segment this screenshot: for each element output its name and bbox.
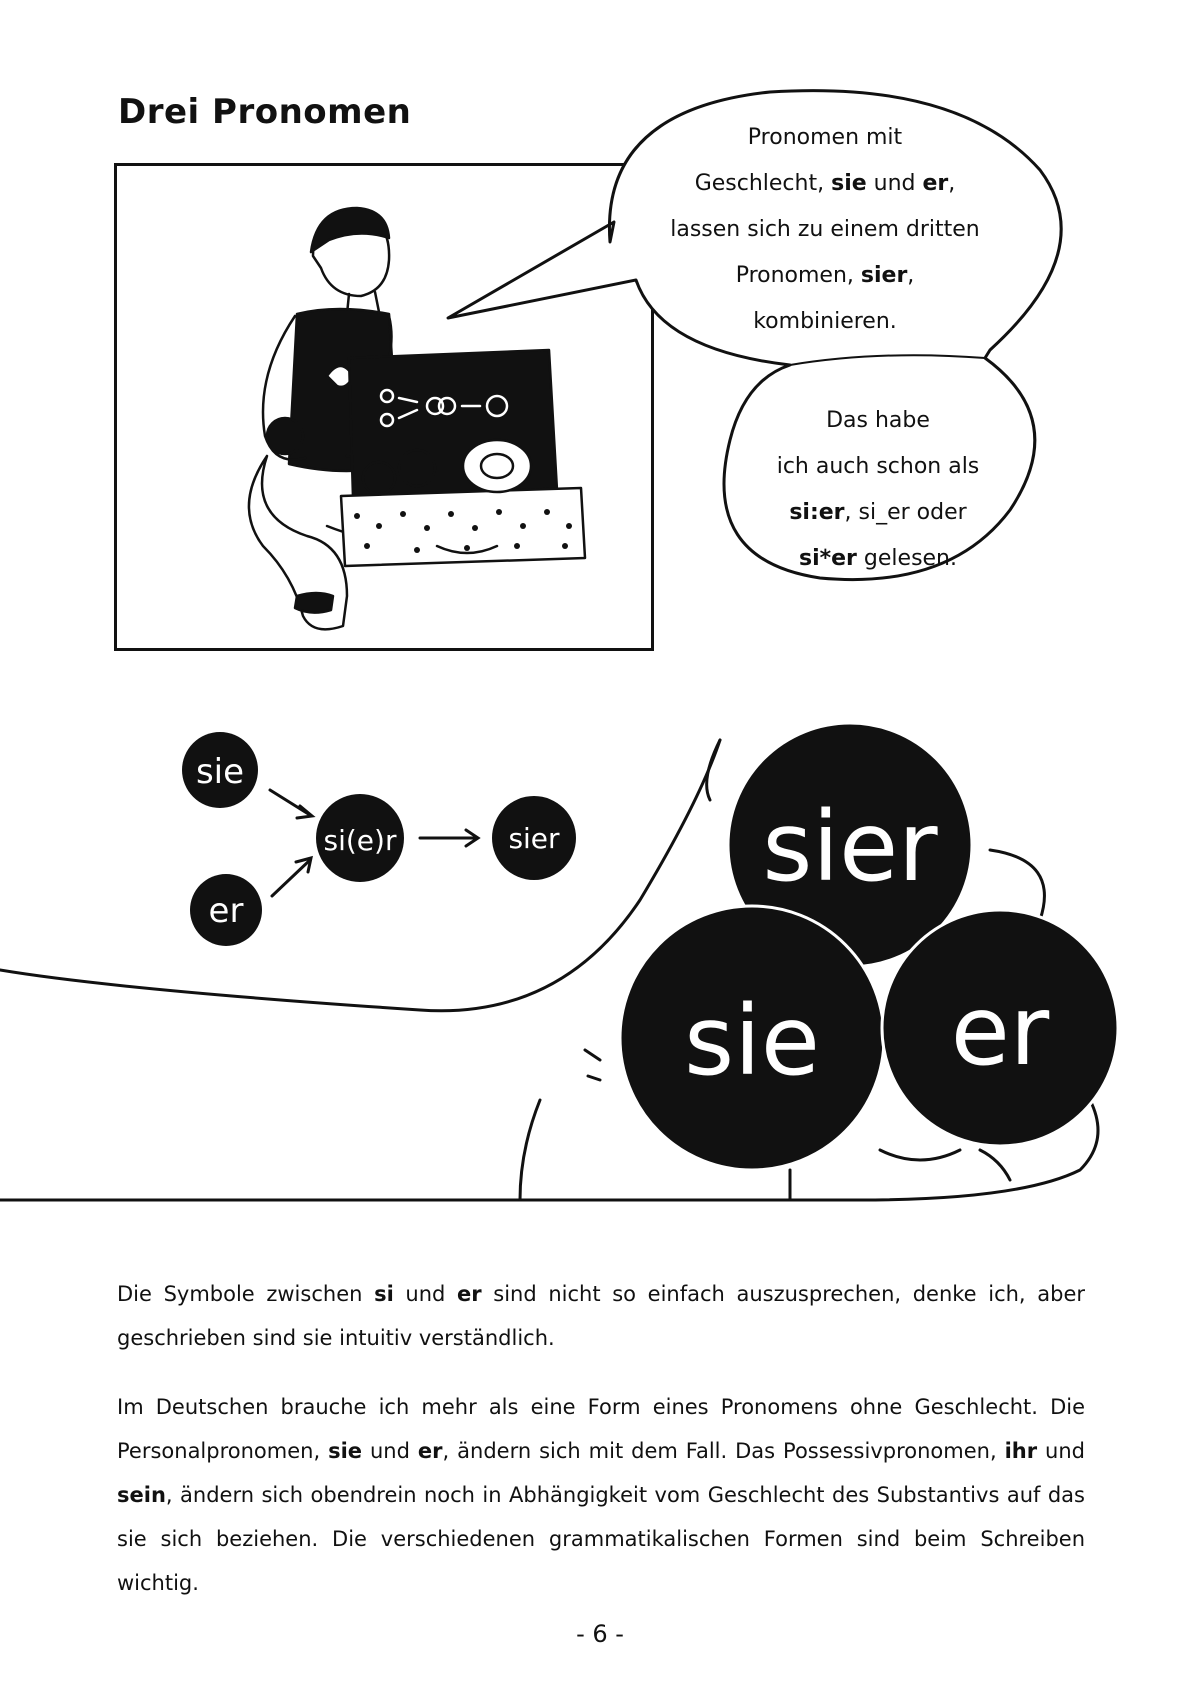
hand-balls <box>620 723 1118 1170</box>
diagram <box>182 732 576 946</box>
text-run: Pronomen, <box>735 263 861 288</box>
pronoun-sier: sier <box>860 263 908 288</box>
diagram-label-er: er <box>208 891 244 931</box>
text-run: und <box>866 171 923 196</box>
page-title: Drei Pronomen <box>118 92 412 132</box>
pronoun-si: si <box>374 1282 394 1306</box>
pronoun-variant: si:er <box>789 500 845 525</box>
page-number: - 6 - <box>576 1620 624 1648</box>
diagram-label-sie: sie <box>195 752 245 792</box>
text-run: und <box>393 1282 458 1306</box>
ball-label-er: er <box>950 975 1050 1087</box>
bubble-line: Das habe <box>826 408 930 433</box>
bubble-line: Pronomen mit <box>747 125 903 150</box>
pronoun-sie: sie <box>831 171 867 196</box>
diagram-label-sier: sier <box>508 822 560 855</box>
pronoun-sein: sein <box>117 1483 166 1507</box>
pronoun-ihr: ihr <box>1004 1439 1038 1463</box>
pronoun-sie: sie <box>328 1439 363 1463</box>
pronoun-er: er <box>417 1439 443 1463</box>
text-run: Die Symbole zwischen <box>117 1282 375 1306</box>
text-run: , ändern sich mit dem Fall. Das Possessivpronomen, <box>442 1439 1005 1463</box>
text-run: , ändern sich obendrein noch in Abhängigkeit vom Geschlecht des Substantivs auf das sie sich beziehen. Die verschiedenen grammatikalischen Formen sind beim Schreiben wichtig. <box>117 1483 1085 1595</box>
text-run: und <box>362 1439 418 1463</box>
text-run: , <box>907 263 915 288</box>
text-run: , <box>948 171 956 196</box>
pronoun-er: er <box>922 171 949 196</box>
text-run: Im Deutschen brauche ich mehr als eine Form eines Pronomens ohne Geschlecht. Die Personalpronomen, <box>117 1395 1085 1463</box>
text-run: gelesen. <box>856 546 957 571</box>
text-run: und <box>1037 1439 1085 1463</box>
bubble-line: ich auch schon als <box>776 454 980 479</box>
pronoun-er: er <box>457 1282 482 1306</box>
bubble-line: lassen sich zu einem dritten <box>670 217 980 242</box>
text-run: , <box>844 500 859 525</box>
ball-label-sie: sie <box>684 985 820 1097</box>
pronoun-variant: si_er <box>858 500 910 525</box>
arrow-icon <box>272 860 310 896</box>
diagram-label-merged: si(e)r <box>323 824 397 857</box>
text-run: sind nicht so einfach auszusprechen, denke ich, aber geschrieben sind sie intuitiv verständlich. <box>117 1282 1086 1350</box>
text-run: oder <box>909 500 967 525</box>
ball-label-sier: sier <box>762 791 938 903</box>
paragraph-1 <box>117 1272 1085 1360</box>
paragraph-2 <box>117 1385 1085 1605</box>
text-run: Geschlecht, <box>694 171 832 196</box>
pronoun-variant: si*er <box>799 546 857 571</box>
bubble-line: kombinieren. <box>753 309 897 334</box>
